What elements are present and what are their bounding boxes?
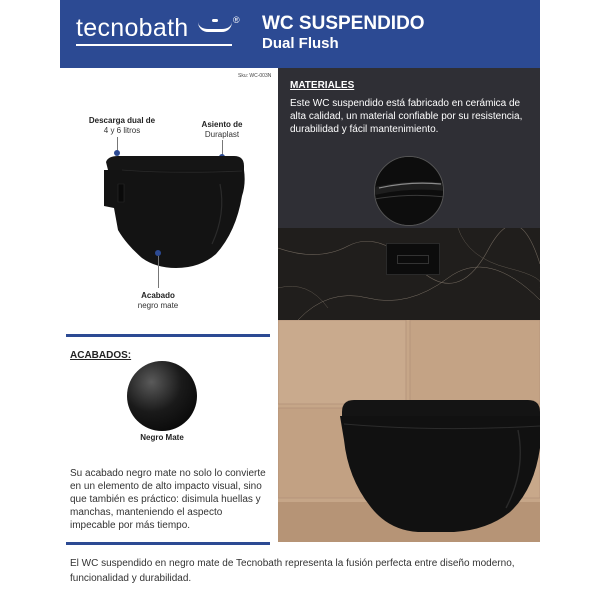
seat-detail-image bbox=[374, 156, 444, 226]
registered-mark: ® bbox=[233, 15, 240, 25]
callout-seat bbox=[192, 120, 252, 141]
header-banner bbox=[60, 0, 540, 68]
finishes-description: Su acabado negro mate no solo lo convierte en un elemento de alto impacto visual, sino que también es práctico: disimula huellas y manchas, manteniendo el aspecto impecable por más tiempo. bbox=[70, 468, 266, 531]
section-divider-top bbox=[66, 334, 270, 337]
page-subtitle: Dual Flush bbox=[262, 35, 339, 52]
callout-seat-title: Asiento de bbox=[201, 120, 243, 129]
finishes-title: ACABADOS: bbox=[70, 350, 132, 361]
callout-flush-title: Descarga dual de bbox=[88, 116, 156, 125]
page-title: WC SUSPENDIDO bbox=[262, 13, 425, 34]
footer-text: El WC suspendido en negro mate de Tecnobath representa la fusión perfecta entre diseño moderno, funcionalidad y durabilidad. bbox=[70, 558, 515, 584]
callout-flush-detail: 4 y 6 litros bbox=[103, 126, 141, 136]
toilet-side-view bbox=[96, 144, 246, 272]
callout-finish-detail: negro mate bbox=[137, 301, 179, 311]
callout-finish-title: Acabado bbox=[141, 291, 175, 300]
bathroom-photo bbox=[278, 320, 540, 542]
product-sheet bbox=[60, 0, 540, 600]
finish-swatch-label: Negro Mate bbox=[140, 433, 184, 442]
sku-label: Sku: WC-003N bbox=[238, 73, 272, 79]
materials-panel bbox=[278, 68, 540, 228]
basin-icon bbox=[198, 22, 232, 32]
flush-button-icon bbox=[397, 255, 429, 264]
finish-leader-line bbox=[158, 256, 159, 288]
finish-swatch-matte-black bbox=[127, 361, 197, 431]
callout-seat-detail: Duraplast bbox=[204, 130, 240, 140]
logo-underline bbox=[76, 44, 232, 46]
materials-title: MATERIALES bbox=[290, 80, 355, 91]
callout-flush bbox=[82, 116, 162, 137]
marble-wall-image bbox=[278, 228, 540, 320]
section-divider-bottom bbox=[66, 542, 270, 545]
brand-logo: tecnobath bbox=[76, 14, 189, 42]
callout-finish bbox=[123, 291, 193, 312]
materials-text: Este WC suspendido está fabricado en cerámica de alta calidad, un material confiable por su resistencia, durabilidad y fácil mantenimiento. bbox=[290, 98, 523, 135]
flush-plate bbox=[386, 243, 440, 275]
